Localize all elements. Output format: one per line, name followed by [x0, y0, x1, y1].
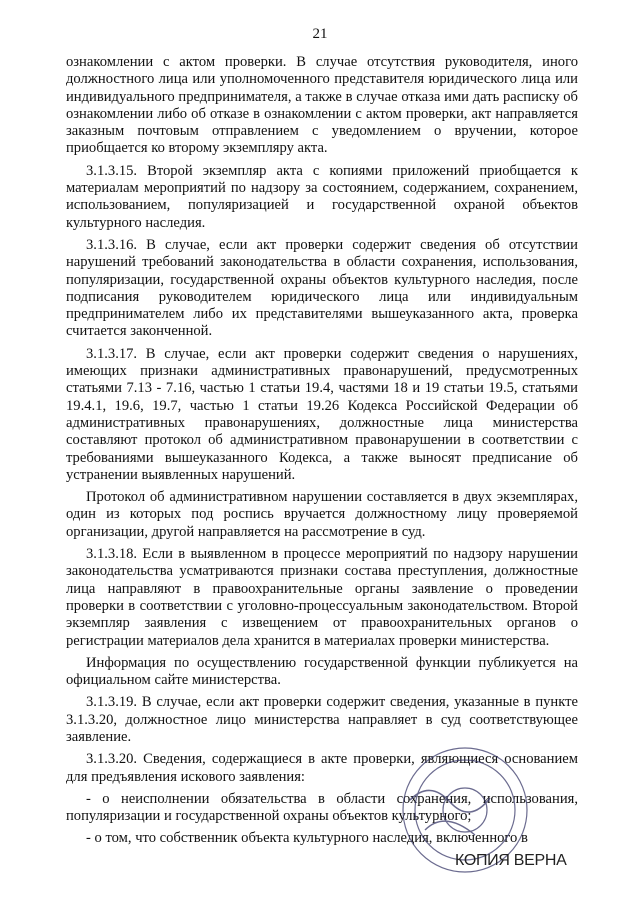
paragraph: Протокол об административном нарушении составляется в двух экземплярах, один из которых под роспись вручается должностному лицу проверяемой организации, другой направляется на рассмотрение в суд. [66, 489, 578, 540]
list-item: - о неисполнении обязательства в области сохранения, использования, популяризации и государственной охраны объектов культурного; [66, 790, 578, 825]
paragraph: 3.1.3.18. Если в выявленном в процессе мероприятий по надзору нарушении законодательства усматриваются признаки состава преступления, должностные лица направляют в правоохранительные органы заявление о проведении проверки в соответствии с уголовно-процессуальным законодательством. Второй экземпляр заявления с извещением от правоохранительных органов о регистрации материалов дела хранится в материалах проверки министерства. [66, 546, 578, 649]
copy-certified-stamp: КОПИЯ ВЕРНА [455, 852, 567, 869]
paragraph: ознакомлении с актом проверки. В случае отсутствия руководителя, иного должностного лица или уполномоченного представителя юридического лица или индивидуального предпринимателя, а также в случае отказа ими дать расписку об ознакомлении либо об отказе в ознакомлении с актом проверки, акт направляется заказным почтовым отправлением с уведомлением о вручении, которое приобщается ко второму экземпляру акта. [66, 54, 578, 157]
document-body [66, 54, 578, 853]
paragraph: 3.1.3.15. Второй экземпляр акта с копиями приложений приобщается к материалам мероприятий по надзору за состоянием, содержанием, сохранением, использованием, популяризацией и государственной охраной объектов культурного наследия. [66, 162, 578, 231]
official-seal-icon [370, 740, 550, 900]
paragraph: Информация по осуществлению государственной функции публикуется на официальном сайте министерства. [66, 654, 578, 689]
paragraph: 3.1.3.17. В случае, если акт проверки содержит сведения о нарушениях, имеющих признаки административных правонарушений, предусмотренных статьями 7.13 - 7.16, частью 1 статьи 19.4, частями 18 и 19 статьи 19.5, статьями 19.4.1, 19.6, 19.7, частью 1 статьи 19.26 Кодекса Российской Федерации об административных правонарушениях, должностные лица министерства составляют протокол об административном правонарушении в соответствии с требованиями вышеуказанного Кодекса, а также выносят предписание об устранении выявленных нарушений. [66, 345, 578, 483]
paragraph: 3.1.3.16. В случае, если акт проверки содержит сведения об отсутствии нарушений требований законодательства в области сохранения, использования, популяризации, государственной охраны объектов культурного наследия, после подписания руководителем юридического лица или индивидуальным предпринимателем либо их представителями вышеуказанного акта, проверка считается законченной. [66, 236, 578, 340]
page-number: 21 [312, 26, 328, 42]
paragraph: 3.1.3.20. Сведения, содержащиеся в акте проверки, являющиеся основанием для предъявления искового заявления: [66, 751, 578, 785]
list-item: - о том, что собственник объекта культурного наследия, включенного в [86, 830, 528, 847]
paragraph: 3.1.3.19. В случае, если акт проверки содержит сведения, указанные в пункте 3.1.3.20, должностное лицо министерства направляет в суд соответствующее заявление. [66, 694, 578, 745]
